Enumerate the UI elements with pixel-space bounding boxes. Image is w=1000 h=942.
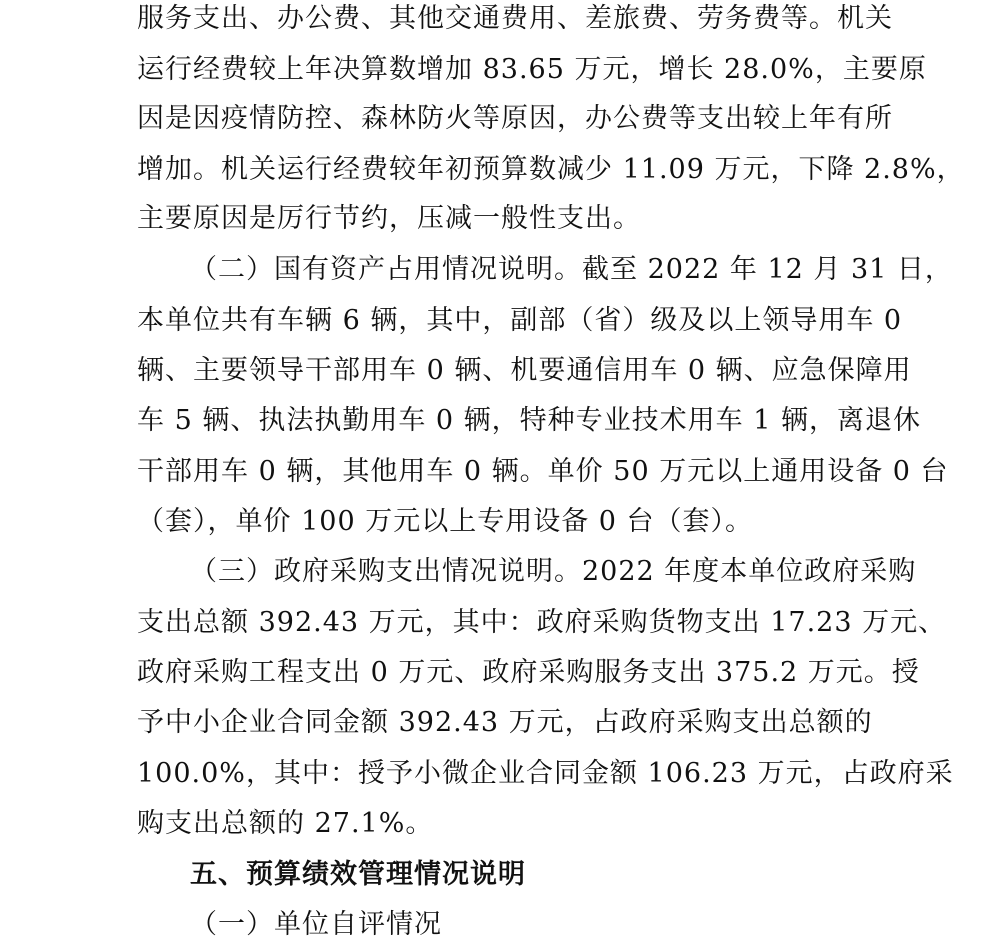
paragraph-line: （套），单价 100 万元以上专用设备 0 台（套）。 xyxy=(137,506,754,537)
paragraph-line: 辆、主要领导干部用车 0 辆、机要通信用车 0 辆、应急保障用 xyxy=(137,355,912,386)
paragraph-line: 车 5 辆、执法执勤用车 0 辆，特种专业技术用车 1 辆，离退休 xyxy=(137,405,922,436)
paragraph-line: 干部用车 0 辆，其他用车 0 辆。单价 50 万元以上通用设备 0 台 xyxy=(137,456,949,487)
paragraph-line: 予中小企业合同金额 392.43 万元，占政府采购支出总额的 xyxy=(137,707,873,738)
paragraph-line: 支出总额 392.43 万元，其中：政府采购货物支出 17.23 万元、 xyxy=(137,607,947,638)
paragraph-line: 本单位共有车辆 6 辆，其中，副部（省）级及以上领导用车 0 xyxy=(137,305,903,336)
paragraph-line: 购支出总额的 27.1%。 xyxy=(137,808,434,839)
paragraph-line: 服务支出、办公费、其他交通费用、差旅费、劳务费等。机关 xyxy=(137,3,893,34)
paragraph-line: 主要原因是厉行节约，压减一般性支出。 xyxy=(137,203,641,234)
section-paragraph-start: （二）国有资产占用情况说明。截至 2022 年 12 月 31 日， xyxy=(190,254,953,285)
subsection-heading: （一）单位自评情况 xyxy=(190,909,442,940)
paragraph-line: 增加。机关运行经费较年初预算数减少 11.09 万元，下降 2.8%， xyxy=(137,154,965,185)
paragraph-line: 因是因疫情防控、森林防火等原因，办公费等支出较上年有所 xyxy=(137,103,893,134)
section-paragraph-start: （三）政府采购支出情况说明。2022 年度本单位政府采购 xyxy=(190,556,917,587)
paragraph-line: 政府采购工程支出 0 万元、政府采购服务支出 375.2 万元。授 xyxy=(137,657,920,688)
paragraph-line: 100.0%，其中：授予小微企业合同金额 106.23 万元，占政府采 xyxy=(137,758,954,789)
section-heading: 五、预算绩效管理情况说明 xyxy=(190,859,526,890)
paragraph-line: 运行经费较上年决算数增加 83.65 万元，增长 28.0%，主要原 xyxy=(137,54,927,85)
